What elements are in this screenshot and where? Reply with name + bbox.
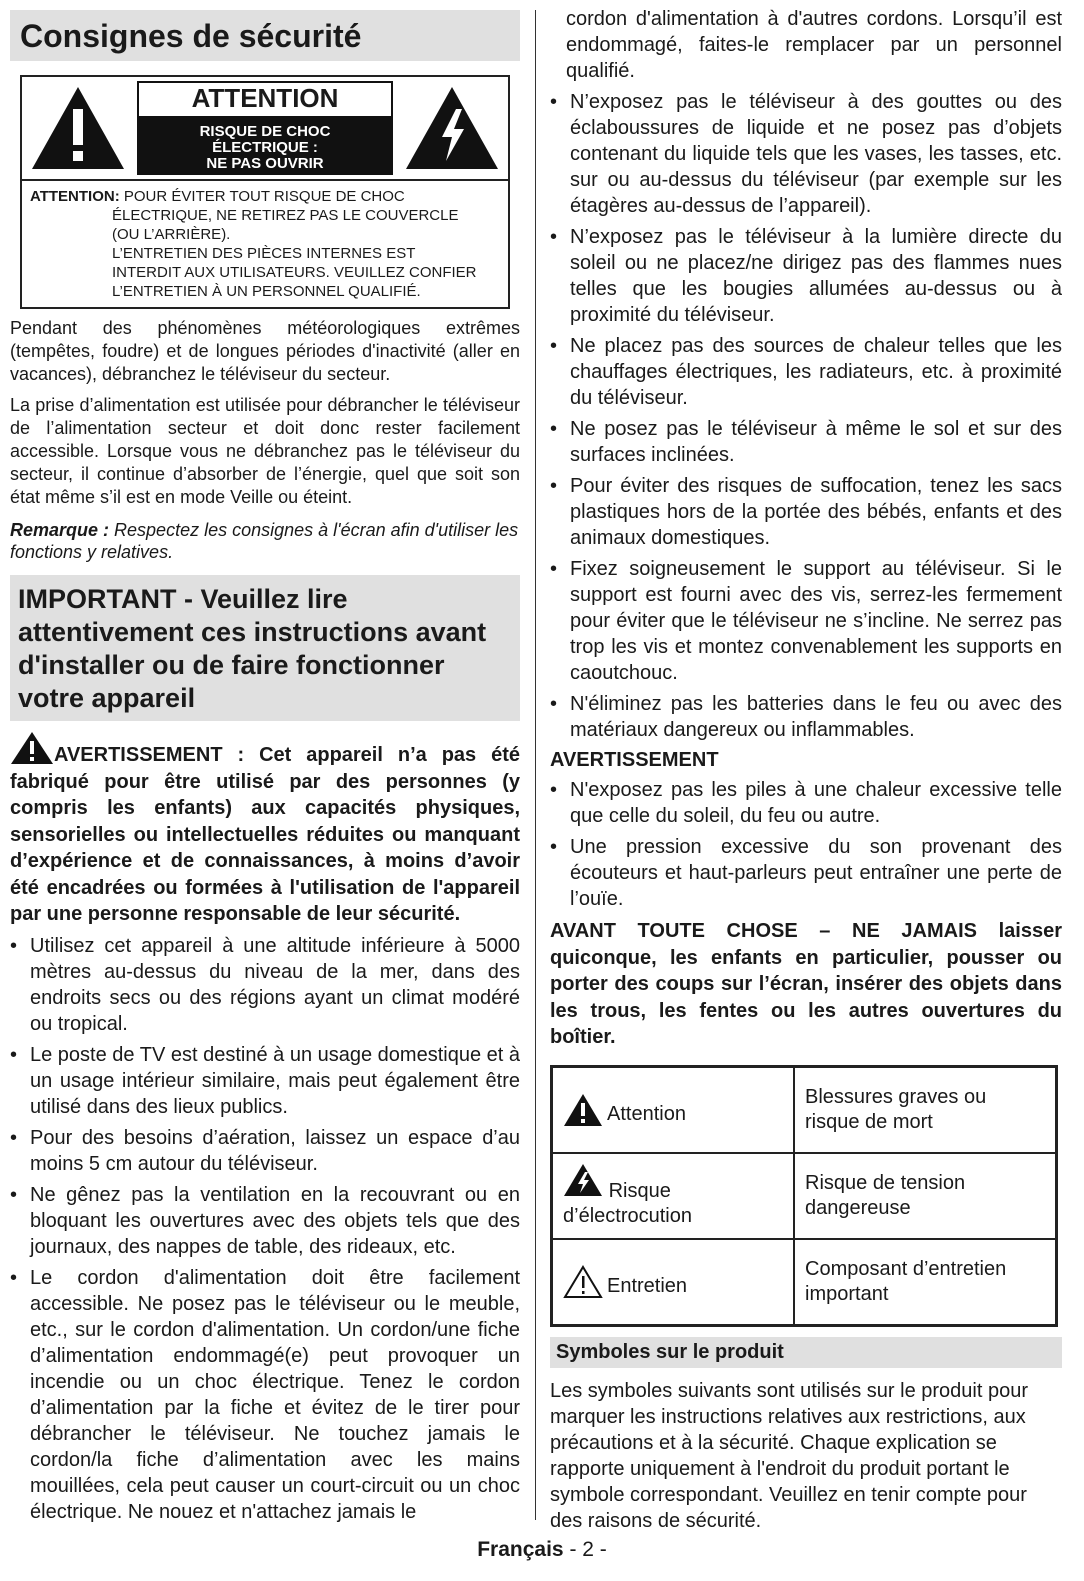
lightning-triangle-icon — [563, 1163, 603, 1197]
list-item: • Ne placez pas des sources de chaleur telles que les chauffages électriques, les radiateurs, etc. à proximité du téléviseur. — [550, 333, 1062, 411]
warning-label: ATTENTION: — [30, 188, 120, 205]
avant-toute-chose-paragraph: AVANT TOUTE CHOSE – NE JAMAIS laisser quiconque, les enfants en particulier, pousser ou porter des coups sur l’écran, insérer des objets dans les trous, les fentes ou les autres ouvertures du boîtier. — [550, 920, 1062, 1048]
list-item: • N'éliminez pas les batteries dans le feu ou avec des matériaux dangereux ou inflammables. — [550, 691, 1062, 743]
list-item: • Le cordon d'alimentation doit être facilement accessible. Ne posez pas le téléviseur ou le meuble, etc., sur le cordon d'alimentation. Un cordon/une fiche d’alimentation endommagé(e) peut provoquer un incendie ou un choc électrique. Tenez le cordon d’alimentation par la fiche et évitez de le tirer pour débrancher le téléviseur. Ne touchez jamais le cordon/la fiche d’alimentation avec les mains mouillées, cela peut causer un court-circuit ou un choc électrique. Ne nouez et n'attachez jamais le — [10, 1265, 520, 1525]
right-bullet-list — [550, 89, 1062, 743]
avertissement-bullet-list — [550, 777, 1062, 912]
left-column — [10, 0, 520, 1525]
list-item: • Ne gênez pas la ventilation en la recouvrant ou en bloquant les ouvertures avec des objets tels que des journaux, des nappes de table, des rideaux, etc. — [10, 1182, 520, 1260]
note-text: Respectez les consignes à l'écran afin d'utiliser les fonctions y relatives. — [10, 520, 519, 562]
filled-warning-triangle-icon — [563, 1093, 603, 1127]
column-divider — [535, 10, 536, 1520]
symbols-heading: Symboles sur le produit — [550, 1337, 1062, 1368]
table-row — [552, 1153, 1057, 1239]
plug-paragraph: La prise d’alimentation est utilisée pour débrancher le téléviseur de l’alimentation secteur et doit donc rester facilement accessible. Lorsque vous ne débranchez pas le téléviseur du secteur, il continue d’absorber de l’énergie, quel que soit son état même s’il est en mode Veille ou éteint. — [10, 395, 520, 507]
list-item: • Fixez soigneusement le support au téléviseur. Si le support est fourni avec des vis, serrez-les fermement pour éviter que le téléviseur ne s’incline. Ne serrez pas trop les vis et montez convenablement les supports en caoutchouc. — [550, 556, 1062, 686]
warning-line-3: (OU L’ARRIÈRE). — [112, 226, 231, 243]
attention-label-block — [137, 81, 393, 175]
avertissement-text: AVERTISSEMENT : Cet appareil n’a pas été fabriqué pour être utilisé par des personnes (y compris les enfants) aux capacités physiques, sensorielles ou intellectuelles réduites ou manquant d’expérience et de connaissances, à moins d’avoir été encadrées ou formées à l'utilisation de l'appareil par une personne responsable de leur sécurité. — [10, 744, 520, 925]
meaning-cell: Blessures graves ou risque de mort — [794, 1066, 1057, 1153]
warning-line-4: L’ENTRETIEN DES PIÈCES INTERNES EST — [112, 245, 416, 262]
lightning-triangle-icon — [404, 85, 500, 171]
avertissement-heading: AVERTISSEMENT — [550, 749, 719, 771]
avertissement-paragraph — [10, 731, 520, 928]
exclamation-triangle-icon — [30, 85, 126, 171]
symbol-label: Entretien — [607, 1274, 688, 1297]
table-row — [552, 1239, 1057, 1326]
warning-line-1: POUR ÉVITER TOUT RISQUE DE CHOC — [119, 188, 405, 205]
footer-page-number: - 2 - — [563, 1538, 607, 1561]
symbol-label: Risque d’électrocution — [563, 1179, 692, 1227]
symbol-label: Attention — [607, 1102, 686, 1125]
symbol-cell — [552, 1153, 795, 1239]
page-footer — [0, 1538, 1084, 1562]
page-title-bar — [10, 10, 520, 61]
attention-heading: ATTENTION — [137, 81, 393, 118]
footer-language: Français — [477, 1538, 564, 1561]
warning-line-6: L’ENTRETIEN À UN PERSONNEL QUALIFIÉ. — [112, 283, 421, 300]
list-item: • N’exposez pas le téléviseur à des gouttes ou des éclaboussures de liquide et ne posez pas d’objets contenant du liquide tels que les vases, les tasses, etc. sur ou au-dessus du téléviseur (par exemple sur les étagères au-dessus de l’appareil). — [550, 89, 1062, 219]
list-item: • N'exposez pas les piles à une chaleur excessive telle que celle du soleil, du feu ou autre. — [550, 777, 1062, 829]
warning-line-5: INTERDIT AUX UTILISATEURS. VEUILLEZ CONFIER — [112, 264, 477, 281]
right-column — [550, 0, 1062, 1534]
symbols-table — [550, 1065, 1058, 1327]
important-heading: IMPORTANT - Veuillez lire attentivement ces instructions avant d'installer ou de faire fonctionner votre appareil — [10, 575, 520, 721]
warning-triangle-icon — [10, 731, 54, 765]
list-item: • Ne posez pas le téléviseur à même le sol et sur des surfaces inclinées. — [550, 416, 1062, 468]
attention-subheading: RISQUE DE CHOC ÉLECTRIQUE : NE PAS OUVRIR — [137, 118, 393, 175]
symbol-cell — [552, 1066, 795, 1153]
warning-box-header — [22, 77, 508, 181]
continuation-paragraph: cordon d'alimentation à d'autres cordons. Lorsqu’il est endommagé, faites-le remplacer par un personnel qualifié. — [566, 8, 1062, 82]
symbol-cell — [552, 1239, 795, 1326]
weather-paragraph: Pendant des phénomènes météorologiques extrêmes (tempêtes, foudre) et de longues périodes d'inactivité (aller en vacances), débranchez le téléviseur du secteur. — [10, 318, 520, 384]
table-row — [552, 1066, 1057, 1153]
warning-line-2: ÉLECTRIQUE, NE RETIREZ PAS LE COUVERCLE — [112, 207, 459, 224]
attention-warning-box — [20, 75, 510, 309]
list-item: • Une pression excessive du son provenant des écouteurs et haut-parleurs peut entraîner une perte de l’ouïe. — [550, 834, 1062, 912]
page-title: Consignes de sécurité — [20, 18, 362, 54]
meaning-cell: Risque de tension dangereuse — [794, 1153, 1057, 1239]
warning-box-text — [22, 181, 508, 307]
list-item: • Pour éviter des risques de suffocation, tenez les sacs plastiques hors de la portée des bébés, enfants et des animaux domestiques. — [550, 473, 1062, 551]
list-item: • Utilisez cet appareil à une altitude inférieure à 5000 mètres au-dessus du niveau de la mer, dans des endroits secs ou des régions ayant un climat modéré ou tropical. — [10, 933, 520, 1037]
note-paragraph — [10, 519, 520, 563]
left-bullet-list — [10, 933, 520, 1525]
note-label: Remarque : — [10, 520, 110, 540]
list-item: • Pour des besoins d’aération, laissez un espace d’au moins 5 cm autour du téléviseur. — [10, 1125, 520, 1177]
list-item: • N’exposez pas le téléviseur à la lumière directe du soleil ou ne placez/ne dirigez pas des flammes nues telles que les bougies allumées au-dessus ou à proximité du téléviseur. — [550, 224, 1062, 328]
symbols-paragraph: Les symboles suivants sont utilisés sur le produit pour marquer les instructions relatives aux restrictions, aux précautions et à la sécurité. Chaque explication se rapporte uniquement à l'endroit du produit portant le symbole correspondant. Veuillez en tenir compte pour des raisons de sécurité. — [550, 1379, 1029, 1532]
list-item: • Le poste de TV est destiné à un usage domestique et à un usage intérieur similaire, mais peut également être utilisé dans des lieux publics. — [10, 1042, 520, 1120]
meaning-cell: Composant d’entretien important — [794, 1239, 1057, 1326]
outline-warning-triangle-icon — [563, 1265, 603, 1299]
